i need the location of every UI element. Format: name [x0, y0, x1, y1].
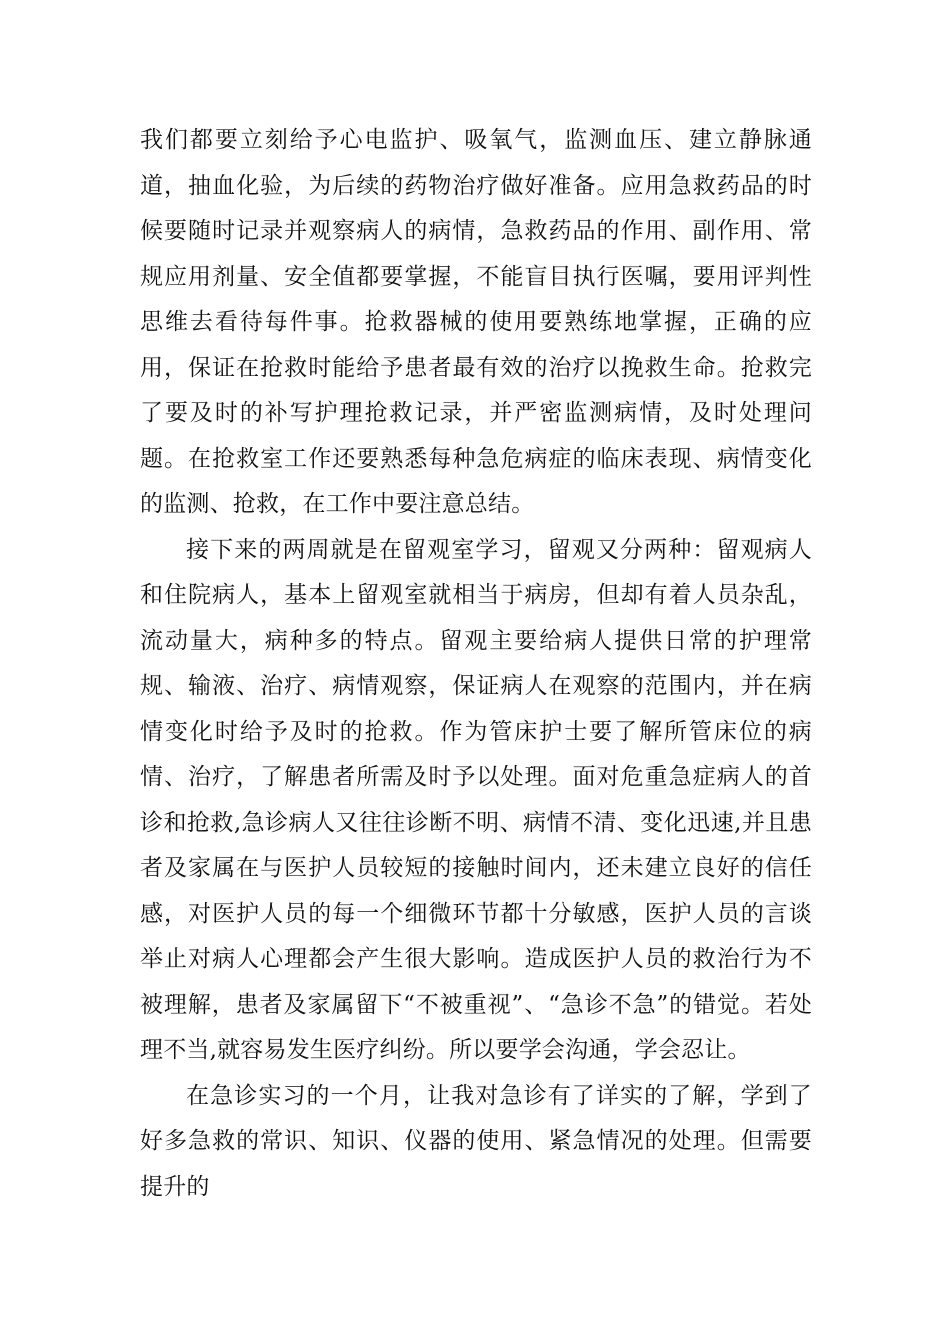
paragraph-1: 我们都要立刻给予心电监护、吸氧气，监测血压、建立静脉通道，抽血化验，为后续的药物治疗做好准备。应用急救药品的时候要随时记录并观察病人的病情，急救药品的作用、副作用、常规应用剂量、安全值都要掌握，不能盲目执行医嘱，要用评判性思维去看待每件事。抢救器械的使用要熟练地掌握，正确的应用，保证在抢救时能给予患者最有效的治疗以挽救生命。抢救完了要及时的补写护理抢救记录，并严密监测病情，及时处理问题。在抢救室工作还要熟悉每种急危病症的临床表现、病情变化的监测、抢救，在工作中要注意总结。: [140, 127, 812, 517]
document-body: [140, 118, 812, 1210]
paragraph-2: 接下来的两周就是在留观室学习，留观又分两种：留观病人和住院病人，基本上留观室就相当于病房，但却有着人员杂乱，流动量大，病种多的特点。留观主要给病人提供日常的护理常规、输液、治疗、病情观察，保证病人在观察的范围内，并在病情变化时给予及时的抢救。作为管床护士要了解所管床位的病情、治疗，了解患者所需及时予以处理。面对危重急症病人的首诊和抢救,急诊病人又往往诊断不明、病情不清、变化迅速,并且患者及家属在与医护人员较短的接触时间内，还未建立良好的信任感，对医护人员的每一个细微环节都十分敏感，医护人员的言谈举止对病人心理都会产生很大影响。造成医护人员的救治行为不被理解，患者及家属留下“不被重视”、“急诊不急”的错觉。若处理不当,就容易发生医疗纠纷。所以要学会沟通，学会忍让。: [140, 536, 812, 1063]
paragraph-3: 在急诊实习的一个月，让我对急诊有了详实的了解，学到了好多急救的常识、知识、仪器的使用、紧急情况的处理。但需要提升的: [140, 1082, 812, 1200]
